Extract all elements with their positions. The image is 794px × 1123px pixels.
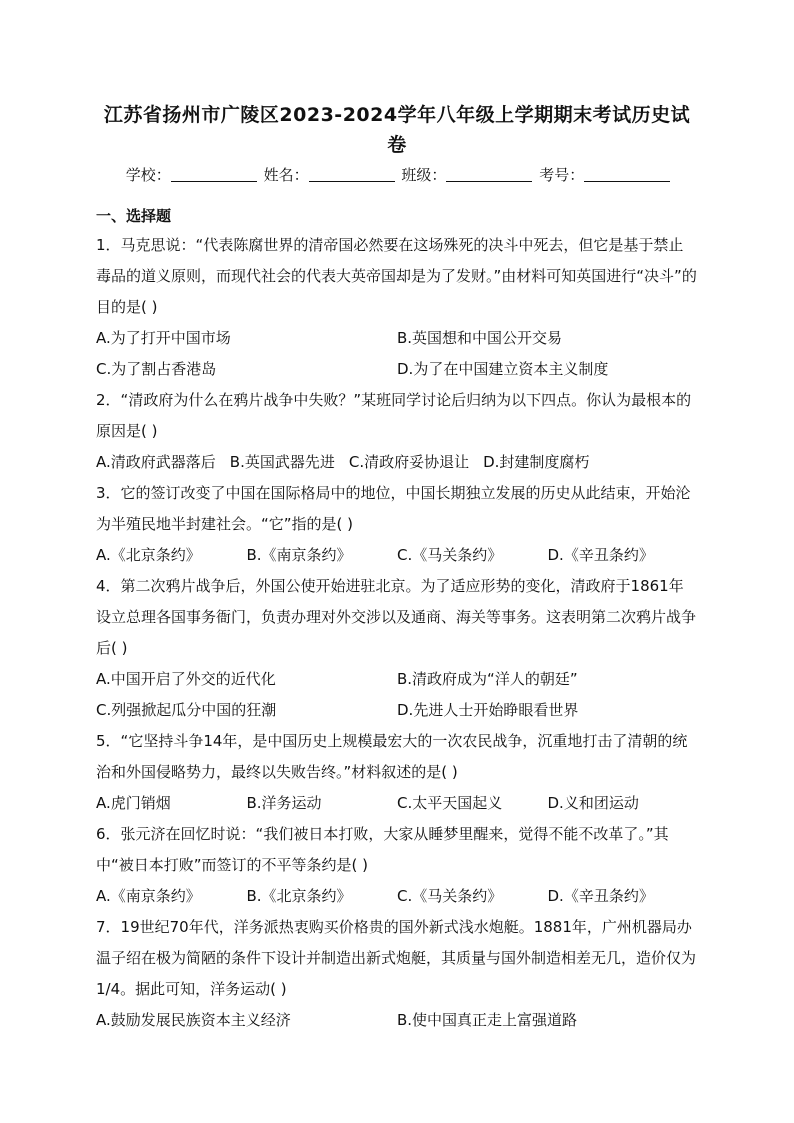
option-a[interactable]: A.中国开启了外交的近代化 xyxy=(96,670,276,688)
class-label: 班级： xyxy=(401,166,447,184)
question-4 xyxy=(96,571,698,726)
option-c[interactable]: C.太平天国起义 xyxy=(397,794,503,812)
options xyxy=(96,323,698,385)
option-a[interactable]: A.清政府武器落后 xyxy=(96,453,216,471)
question-text: 2．“清政府为什么在鸦片战争中失败？”某班同学讨论后归纳为以下四点。你认为最根本的原因是( ) xyxy=(96,391,692,440)
option-b[interactable]: B.英国想和中国公开交易 xyxy=(397,329,563,347)
exam-title: 江苏省扬州市广陵区2023-2024学年八年级上学期期末考试历史试卷 xyxy=(103,104,691,156)
option-a[interactable]: A.鼓励发展民族资本主义经济 xyxy=(96,1011,291,1029)
options xyxy=(96,881,698,912)
student-info-line xyxy=(96,162,698,188)
question-text: 4．第二次鸦片战争后，外国公使开始进驻北京。为了适应形势的变化，清政府于1861年设立总理各国事务衙门，负责办理对外交涉以及通商、海关等事务。这表明第二次鸦片战争后( ) xyxy=(96,577,697,657)
options xyxy=(96,1005,698,1036)
option-c[interactable]: C.为了割占香港岛 xyxy=(96,360,217,378)
option-a[interactable]: A.《北京条约》 xyxy=(96,546,201,564)
option-a[interactable]: A.《南京条约》 xyxy=(96,887,201,905)
question-7 xyxy=(96,912,698,1036)
class-blank[interactable] xyxy=(446,165,532,182)
name-blank[interactable] xyxy=(309,165,395,182)
option-b[interactable]: B.洋务运动 xyxy=(246,794,322,812)
options xyxy=(96,788,698,819)
exam-number-blank[interactable] xyxy=(584,165,670,182)
question-text: 7．19世纪70年代，洋务派热衷购买价格贵的国外新式浅水炮艇。1881年，广州机器局办温子绍在极为简陋的条件下设计并制造出新式炮艇，其质量与国外制造相差无几，造价仅为1/4。据此可知，洋务运动( ) xyxy=(96,918,697,998)
school-label: 学校： xyxy=(125,166,171,184)
option-c[interactable]: C.清政府妥协退让 xyxy=(348,453,470,471)
question-6 xyxy=(96,819,698,912)
exam-number-label: 考号： xyxy=(539,166,585,184)
school-blank[interactable] xyxy=(171,165,257,182)
question-1 xyxy=(96,230,698,385)
question-2 xyxy=(96,385,698,478)
option-a[interactable]: A.为了打开中国市场 xyxy=(96,329,231,347)
option-d[interactable]: D.《辛丑条约》 xyxy=(547,887,654,905)
option-a[interactable]: A.虎门销烟 xyxy=(96,794,171,812)
section-title: 一、选择题 xyxy=(96,207,172,225)
question-text: 6．张元济在回忆时说：“我们被日本打败，大家从睡梦里醒来，觉得不能不改革了。”其中“被日本打败”而签订的不平等条约是( ) xyxy=(96,825,669,874)
option-b[interactable]: B.使中国真正走上富强道路 xyxy=(397,1011,578,1029)
option-c[interactable]: C.列强掀起瓜分中国的狂潮 xyxy=(96,701,277,719)
option-b[interactable]: B.《南京条约》 xyxy=(246,546,352,564)
question-text: 5．“它坚持斗争14年，是中国历史上规模最宏大的一次农民战争，沉重地打击了清朝的统治和外国侵略势力，最终以失败告终。”材料叙述的是( ) xyxy=(96,732,688,781)
options xyxy=(96,664,698,726)
option-c[interactable]: C.《马关条约》 xyxy=(397,887,503,905)
option-b[interactable]: B.《北京条约》 xyxy=(246,887,352,905)
option-b[interactable]: B.英国武器先进 xyxy=(229,453,335,471)
option-c[interactable]: C.《马关条约》 xyxy=(397,546,503,564)
question-text: 1．马克思说：“代表陈腐世界的清帝国必然要在这场殊死的决斗中死去，但它是基于禁止毒品的道义原则，而现代社会的代表大英帝国却是为了发财。”由材料可知英国进行“决斗”的目的是( ) xyxy=(96,236,697,316)
option-d[interactable]: D.先进人士开始睁眼看世界 xyxy=(397,701,579,719)
options xyxy=(96,447,698,478)
option-d[interactable]: D.为了在中国建立资本主义制度 xyxy=(397,360,609,378)
question-text: 3．它的签订改变了中国在国际格局中的地位，中国长期独立发展的历史从此结束，开始沦为半殖民地半封建社会。“它”指的是( ) xyxy=(96,484,691,533)
option-d[interactable]: D.义和团运动 xyxy=(547,794,639,812)
options xyxy=(96,540,698,571)
name-label: 姓名： xyxy=(263,166,309,184)
option-d[interactable]: D.《辛丑条约》 xyxy=(547,546,654,564)
option-b[interactable]: B.清政府成为“洋人的朝廷” xyxy=(397,670,578,688)
option-d[interactable]: D.封建制度腐朽 xyxy=(483,453,590,471)
question-5 xyxy=(96,726,698,819)
question-3 xyxy=(96,478,698,571)
